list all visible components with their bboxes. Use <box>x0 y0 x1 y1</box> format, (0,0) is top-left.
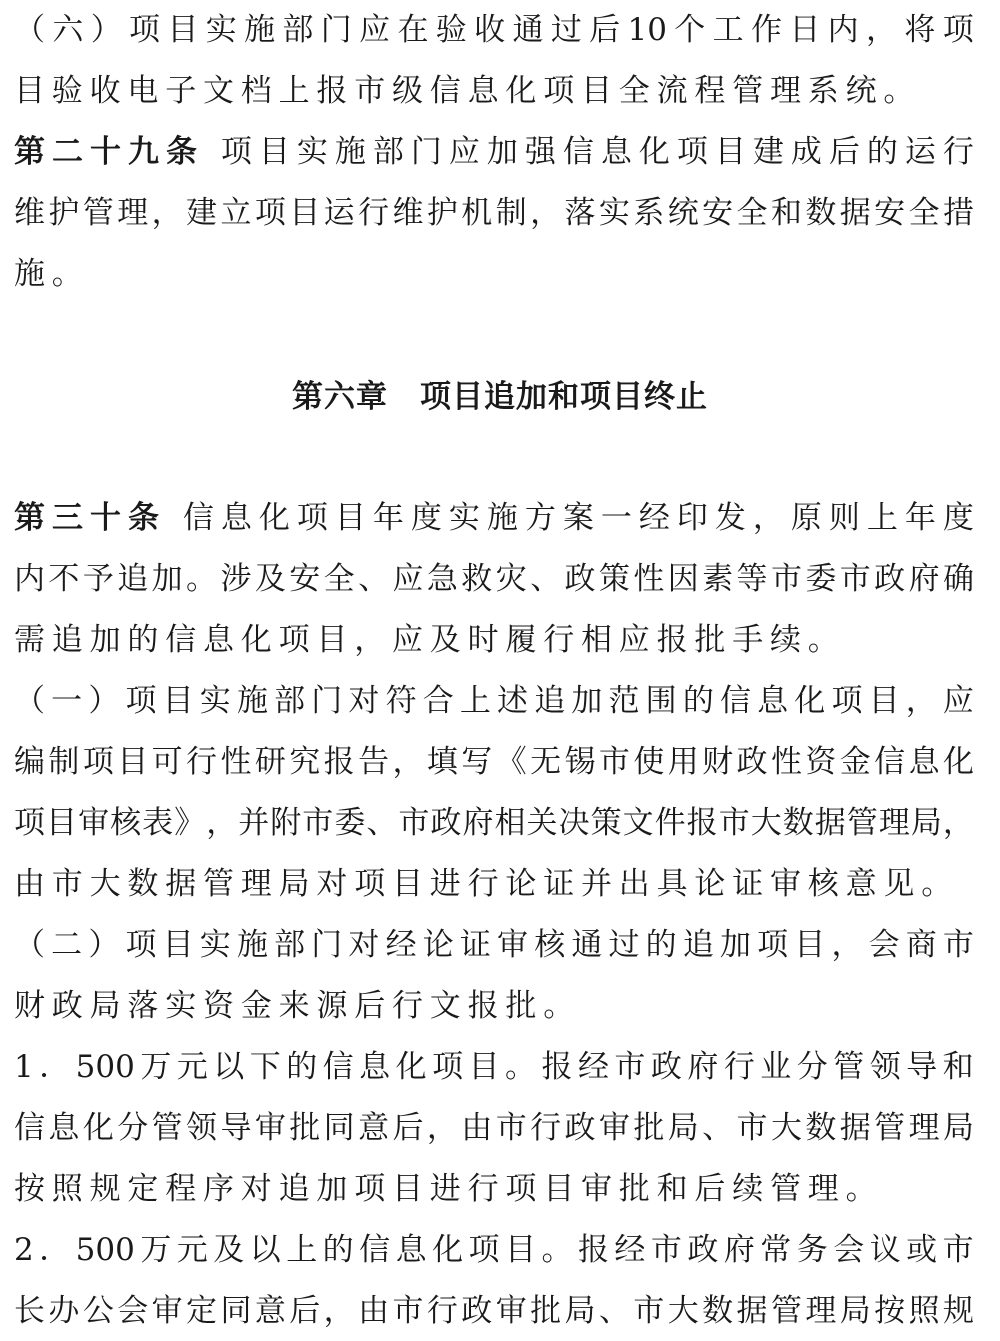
text-line: 1 ． 500 万 元 以 下 的 信 息 化 项 目 。 报 经 市 政 府 行 业 分 管 领 导 和 <box>14 1049 974 1085</box>
text-line: （ 二 ） 项 目 实 施 部 门 对 经 论 证 审 核 通 过 的 追 加 项 目 ， 会 商 市 <box>14 927 974 963</box>
chapter-heading: 第六章 项目追加和项目终止 <box>292 379 708 415</box>
text-line: 按照规定程序对追加项目进行项目审批和后续管理。 <box>14 1171 884 1207</box>
text-line: 财政局落实资金来源后行文报批。 <box>14 988 581 1024</box>
text-line: 编 制 项 目 可 行 性 研 究 报 告 ， 填 写 《 无 锡 市 使 用 财 政 性 资 金 信 息 化 <box>14 744 974 780</box>
article-label: 条 <box>166 134 197 170</box>
article-line: 第 二 十 九 条 项 目 实 施 部 门 应 加 强 信 息 化 项 目 建 成 后 的 运 行 <box>0 122 1000 182</box>
text-line: 由市大数据管理局对项目进行论证并出具论证审核意见。 <box>14 866 959 902</box>
text-line: 项 目 审 核 表 》 ， 并 附 市 委 、 市 政 府 相 关 决 策 文 件 报 市 大 数 据 管 理 局 ， <box>14 805 974 841</box>
article-label: 十 <box>90 500 121 536</box>
text-line: 需追加的信息化项目，应及时履行相应报批手续。 <box>14 622 846 658</box>
text-line: 信 息 化 分 管 领 导 审 批 同 意 后 ， 由 市 行 政 审 批 局 、 市 大 数 据 管 理 局 <box>14 1110 974 1146</box>
article-label: 二 <box>52 134 83 170</box>
article-line: 第 三 十 条 信 息 化 项 目 年 度 实 施 方 案 一 经 印 发 ， 原 则 上 年 度 <box>0 488 1000 548</box>
article-label: 第 <box>14 500 45 536</box>
text-line: 目验收电子文档上报市级信息化项目全流程管理系统。 <box>14 73 922 109</box>
article-label: 九 <box>128 134 159 170</box>
article-label: 三 <box>52 500 83 536</box>
article-label: 条 <box>128 500 159 536</box>
text-line: 长 办 公 会 审 定 同 意 后 ， 由 市 行 政 审 批 局 、 市 大 数 据 管 理 局 按 照 规 <box>14 1293 974 1329</box>
text-line: 内 不 予 追 加 。 涉 及 安 全 、 应 急 救 灾 、 政 策 性 因 素 等 市 委 市 政 府 确 <box>14 561 974 597</box>
text-line: （ 一 ） 项 目 实 施 部 门 对 符 合 上 述 追 加 范 围 的 信 息 化 项 目 ， 应 <box>14 683 974 719</box>
article-label: 十 <box>90 134 121 170</box>
text-line: 维 护 管 理 ， 建 立 项 目 运 行 维 护 机 制 ， 落 实 系 统 安 全 和 数 据 安 全 措 <box>14 195 974 231</box>
text-line: 施。 <box>14 256 90 292</box>
text-line: 2 ． 500 万 元 及 以 上 的 信 息 化 项 目 。 报 经 市 政 府 常 务 会 议 或 市 <box>14 1232 974 1268</box>
article-label: 第 <box>14 134 45 170</box>
text-line: （ 六 ） 项 目 实 施 部 门 应 在 验 收 通 过 后 10 个 工 作 日 内 ， 将 项 <box>14 12 974 48</box>
